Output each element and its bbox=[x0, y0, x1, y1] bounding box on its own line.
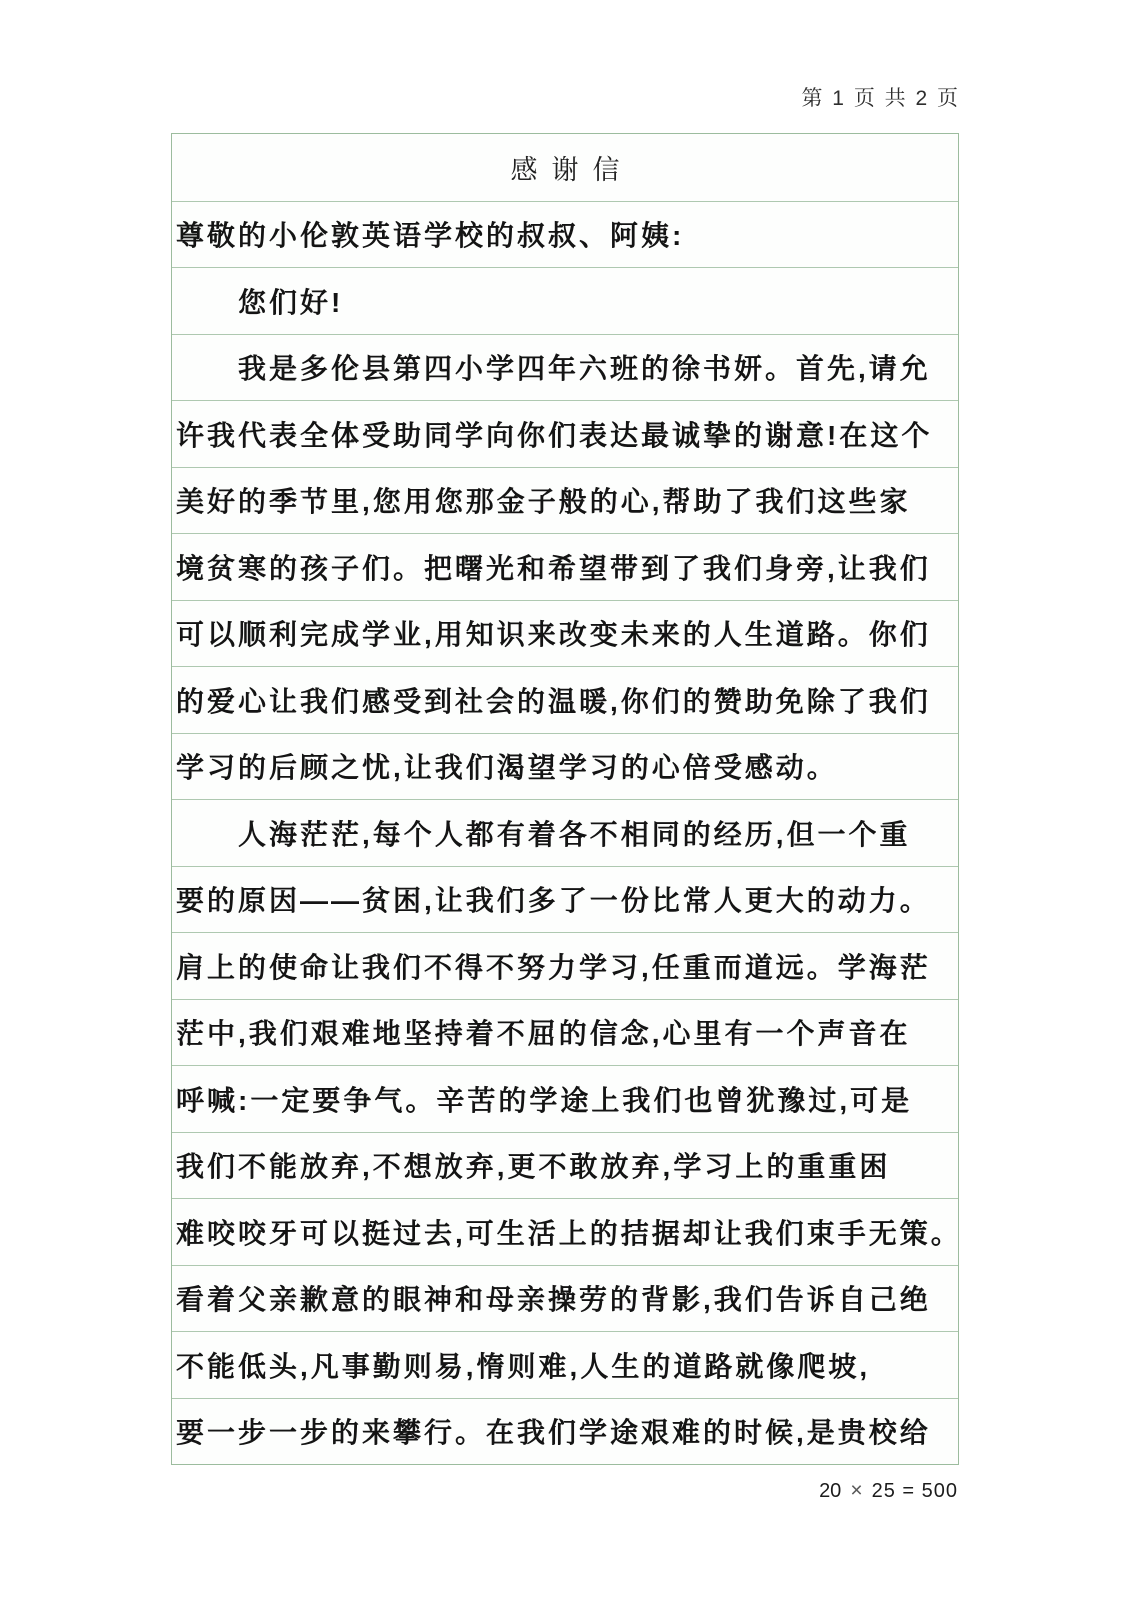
letter-line: 难咬咬牙可以挺过去,可生活上的拮据却让我们束手无策。 bbox=[172, 1198, 958, 1265]
letter-line: 境贫寒的孩子们。把曙光和希望带到了我们身旁,让我们 bbox=[172, 533, 958, 600]
page-number-indicator: 第 1 页 共 2 页 bbox=[801, 87, 960, 110]
letter-line: 的爱心让我们感受到社会的温暖,你们的赞助免除了我们 bbox=[172, 666, 958, 733]
letter-line: 看着父亲歉意的眼神和母亲操劳的背影,我们告诉自己绝 bbox=[172, 1265, 958, 1332]
letter-line: 人海茫茫,每个人都有着各不相同的经历,但一个重 bbox=[172, 799, 958, 866]
grid-rows-total: 25 = 500 bbox=[871, 1480, 958, 1502]
letter-line: 许我代表全体受助同学向你们表达最诚挚的谢意!在这个 bbox=[172, 400, 958, 467]
letter-line: 要的原因——贫困,让我们多了一份比常人更大的动力。 bbox=[172, 866, 958, 933]
grid-size-note bbox=[819, 1479, 958, 1503]
letter-line: 我们不能放弃,不想放弃,更不敢放弃,学习上的重重困 bbox=[172, 1132, 958, 1199]
letter-line: 呼喊:一定要争气。辛苦的学途上我们也曾犹豫过,可是 bbox=[172, 1065, 958, 1132]
letter-line: 可以顺利完成学业,用知识来改变未来的人生道路。你们 bbox=[172, 600, 958, 667]
letter-line: 不能低头,凡事勤则易,惰则难,人生的道路就像爬坡, bbox=[172, 1331, 958, 1398]
letter-line: 美好的季节里,您用您那金子般的心,帮助了我们这些家 bbox=[172, 467, 958, 534]
letter-line-salutation: 尊敬的小伦敦英语学校的叔叔、阿姨: bbox=[172, 201, 958, 268]
letter-line: 肩上的使命让我们不得不努力学习,任重而道远。学海茫 bbox=[172, 932, 958, 999]
letter-line: 要一步一步的来攀行。在我们学途艰难的时候,是贵校给 bbox=[172, 1398, 958, 1465]
letter-line: 学习的后顾之忧,让我们渴望学习的心倍受感动。 bbox=[172, 733, 958, 800]
letter-line: 茫中,我们艰难地坚持着不屈的信念,心里有一个声音在 bbox=[172, 999, 958, 1066]
composition-sheet bbox=[171, 133, 962, 1465]
grid-cols-value: 20 bbox=[819, 1480, 842, 1502]
letter-line: 您们好! bbox=[172, 267, 958, 334]
letter-line: 我是多伦县第四小学四年六班的徐书妍。首先,请允 bbox=[172, 334, 958, 401]
letter-title-line: 感谢信 bbox=[510, 154, 634, 185]
multiplication-sign: × bbox=[850, 1479, 863, 1502]
